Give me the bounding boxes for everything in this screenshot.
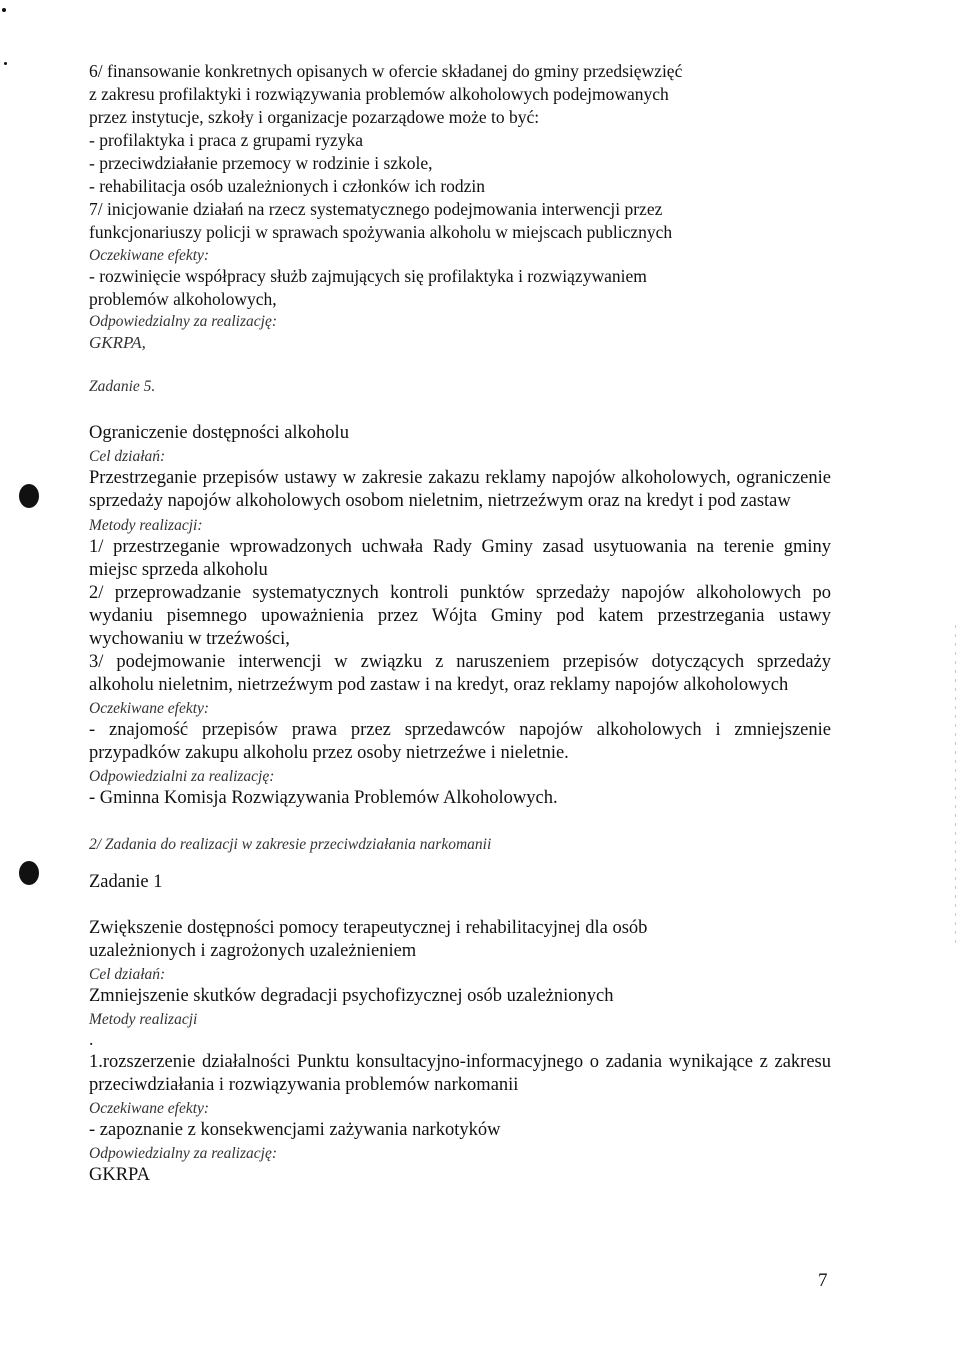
section-label: Cel działań: (89, 448, 166, 465)
section-heading: 2/ Zadania do realizacji w zakresie przeciwdziałania narkomanii (89, 836, 492, 853)
text-line: 6/ finansowanie konkretnych opisanych w ofercie składanej do gminy przedsięwzięć (89, 61, 683, 81)
section-label: Odpowiedzialny za realizację: (89, 313, 277, 330)
responsible-name: GKRPA (89, 1165, 151, 1185)
scan-noise-line (955, 625, 956, 945)
text-line: alkoholu nieletnim, nietrzeźwym pod zastaw i na kredyt, oraz reklamy napojów alkoholowych (89, 675, 789, 695)
text-line: 2/ przeprowadzanie systematycznych kontroli punktów sprzedaży napojów alkoholowych po (89, 583, 831, 603)
text-line: funkcjonariuszy policji w sprawach spożywania alkoholu w miejscach publicznych (89, 222, 673, 242)
text-line: - Gminna Komisja Rozwiązywania Problemów Alkoholowych. (89, 788, 558, 808)
text-line: Przestrzeganie przepisów ustawy w zakresie zakazu reklamy napojów alkoholowych, ograniczenie (89, 468, 831, 488)
text-line: - znajomość przepisów prawa przez sprzedawców napojów alkoholowych i zmniejszenie (89, 720, 831, 740)
text-line: z zakresu profilaktyki i rozwiązywania problemów alkoholowych podejmowanych (89, 84, 669, 104)
text-line: 1/ przestrzeganie wprowadzonych uchwała Rady Gminy zasad usytuowania na terenie gminy (89, 537, 831, 557)
page-number: 7 (818, 1270, 828, 1291)
section-label: Metody realizacji: (89, 517, 203, 534)
text-line: miejsc sprzeda alkoholu (89, 560, 268, 580)
text-line: 1.rozszerzenie działalności Punktu konsultacyjno-informacyjnego o zadania wynikające z zakresu (89, 1052, 831, 1072)
task-heading: Zadanie 1 (89, 872, 163, 892)
text-line: Zmniejszenie skutków degradacji psychofizycznej osób uzależnionych (89, 986, 614, 1006)
text-line: przeciwdziałania i rozwiązywania problemów narkomanii (89, 1075, 519, 1095)
task-title: Zwiększenie dostępności pomocy terapeutycznej i rehabilitacyjnej dla osób (89, 918, 648, 938)
section-label: Oczekiwane efekty: (89, 1100, 210, 1117)
text-line: przez instytucje, szkoły i organizacje pozarządowe może to być: (89, 107, 540, 127)
text-line: wydaniu pisemnego upoważnienia przez Wójta Gminy pod katem przestrzegania ustawy (89, 606, 831, 626)
text-line: - rozwinięcie współpracy służb zajmujących się profilaktyka i rozwiązywaniem (89, 266, 647, 286)
section-label: Oczekiwane efekty: (89, 700, 210, 717)
text-line: wychowaniu w trzeźwości, (89, 629, 290, 649)
section-label: Odpowiedzialni za realizację: (89, 768, 275, 785)
scan-speck (2, 8, 6, 12)
task-title: uzależnionych i zagrożonych uzależnieniem (89, 941, 417, 961)
text-line: - przeciwdziałanie przemocy w rodzinie i szkole, (89, 153, 433, 173)
section-label: Oczekiwane efekty: (89, 247, 210, 264)
text-line: sprzedaży napojów alkoholowych osobom nieletnim, nietrzeźwym oraz na kredyt i pod zastaw (89, 491, 791, 511)
task-heading: Zadanie 5. (89, 378, 156, 395)
stray-dot: . (89, 1029, 94, 1049)
text-line: problemów alkoholowych, (89, 289, 277, 309)
text-line: - rehabilitacja osób uzależnionych i członków ich rodzin (89, 176, 486, 196)
scan-speck (4, 62, 7, 65)
section-label: Odpowiedzialny za realizację: (89, 1145, 277, 1162)
punch-hole-mark (19, 484, 39, 508)
punch-hole-mark (19, 861, 39, 885)
text-line: 7/ inicjowanie działań na rzecz systematycznego podejmowania interwencji przez (89, 199, 663, 219)
section-label: Cel działań: (89, 966, 166, 983)
text-line: 3/ podejmowanie interwencji w związku z naruszeniem przepisów dotyczących sprzedaży (89, 652, 831, 672)
task-title: Ograniczenie dostępności alkoholu (89, 423, 349, 443)
section-label: Metody realizacji (89, 1011, 198, 1028)
text-line: - profilaktyka i praca z grupami ryzyka (89, 130, 364, 150)
text-line: - zapoznanie z konsekwencjami zażywania narkotyków (89, 1120, 501, 1140)
text-line: przypadków zakupu alkoholu przez osoby nietrzeźwe i nieletnie. (89, 743, 569, 763)
responsible-name: GKRPA, (89, 333, 146, 352)
